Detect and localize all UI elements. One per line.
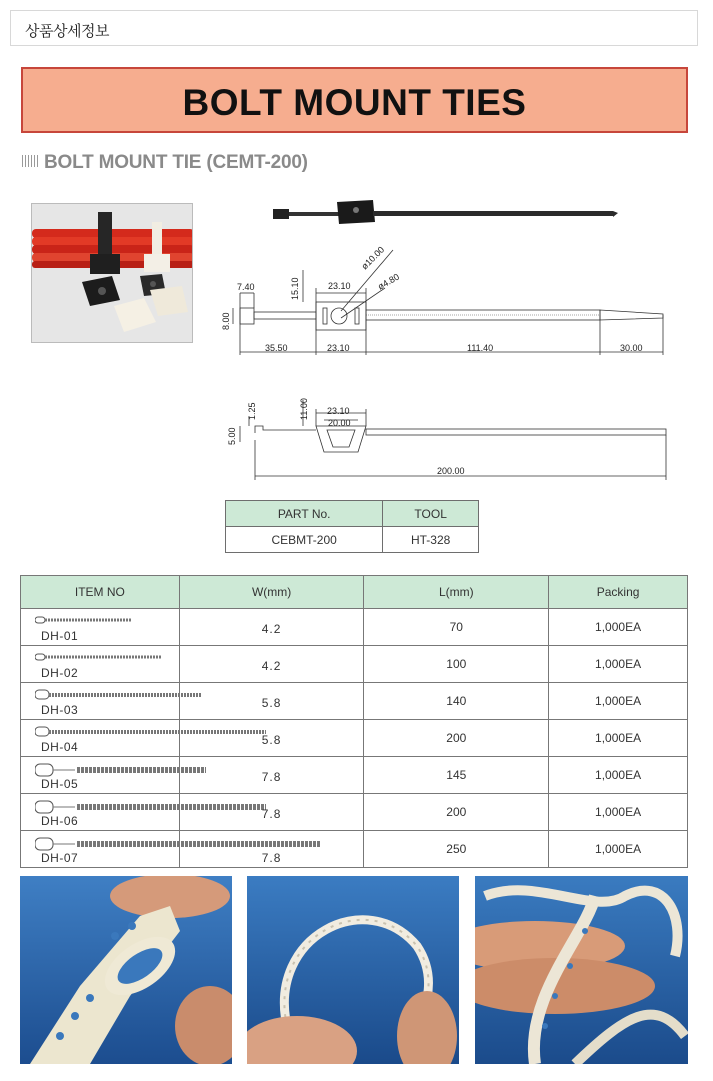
item-code: DH-06 bbox=[41, 814, 79, 828]
header-item-no: ITEM NO bbox=[21, 576, 180, 609]
title-banner bbox=[21, 67, 688, 133]
header-tool: TOOL bbox=[383, 501, 479, 527]
part-tool-table bbox=[225, 500, 479, 553]
tool-value: HT-328 bbox=[383, 527, 479, 553]
dim-23-10-top: 23.10 bbox=[328, 281, 351, 291]
header-length: L(mm) bbox=[364, 576, 549, 609]
item-width: 5.8 bbox=[261, 733, 282, 747]
tie-thumbnail-icon bbox=[35, 837, 325, 851]
dim-dia-4-80: ø4.80 bbox=[376, 271, 401, 292]
item-length: 100 bbox=[364, 646, 549, 683]
item-width: 4.2 bbox=[261, 659, 282, 673]
table-row bbox=[21, 831, 688, 868]
section-title-text: BOLT MOUNT TIE (CEMT-200) bbox=[44, 152, 308, 173]
table-row bbox=[21, 757, 688, 794]
item-width: 5.8 bbox=[261, 696, 282, 710]
item-length: 250 bbox=[364, 831, 549, 868]
item-packing: 1,000EA bbox=[549, 831, 688, 868]
item-packing: 1,000EA bbox=[549, 794, 688, 831]
dim-dia-10: ø10.00 bbox=[359, 244, 387, 272]
item-length: 145 bbox=[364, 757, 549, 794]
dim-8-00: 8.00 bbox=[221, 312, 231, 330]
header-part-no: PART No. bbox=[226, 501, 383, 527]
header-width: W(mm) bbox=[179, 576, 364, 609]
tie-thumbnail-icon bbox=[35, 689, 205, 701]
item-packing: 1,000EA bbox=[549, 720, 688, 757]
item-code: DH-02 bbox=[41, 666, 79, 680]
item-packing: 1,000EA bbox=[549, 646, 688, 683]
item-packing: 1,000EA bbox=[549, 609, 688, 646]
usage-photo-2 bbox=[247, 876, 459, 1064]
item-width: 7.8 bbox=[261, 807, 282, 821]
item-table bbox=[20, 575, 688, 868]
part-no-value: CEBMT-200 bbox=[226, 527, 383, 553]
dim-23-10-side: 23.10 bbox=[327, 406, 350, 416]
dim-20-00: 20.00 bbox=[328, 418, 351, 428]
top-bar-label: 상품상세정보 bbox=[25, 22, 109, 40]
tie-thumbnail-icon bbox=[35, 652, 165, 662]
dim-1-25: 1.25 bbox=[247, 402, 257, 420]
item-length: 70 bbox=[364, 609, 549, 646]
usage-photo-1 bbox=[20, 876, 232, 1064]
item-table-header bbox=[21, 576, 688, 609]
top-bar bbox=[10, 10, 698, 46]
bullet-bars-icon bbox=[22, 155, 40, 167]
product-photo-illustration bbox=[32, 204, 193, 343]
dim-7-40: 7.40 bbox=[237, 282, 255, 292]
dim-5-00: 5.00 bbox=[227, 427, 237, 445]
table-row bbox=[21, 646, 688, 683]
item-width: 7.8 bbox=[261, 770, 282, 784]
table-row bbox=[21, 794, 688, 831]
item-length: 200 bbox=[364, 720, 549, 757]
tie-thumbnail-icon bbox=[35, 615, 135, 625]
dim-35-50: 35.50 bbox=[265, 343, 288, 353]
item-packing: 1,000EA bbox=[549, 757, 688, 794]
tie-photo-top bbox=[273, 200, 618, 224]
dim-15-10: 15.10 bbox=[290, 277, 300, 300]
table-row bbox=[21, 683, 688, 720]
part-tool-header bbox=[226, 501, 479, 527]
section-title bbox=[22, 152, 308, 174]
dim-111-40: 111.40 bbox=[467, 343, 494, 353]
item-width: 4.2 bbox=[261, 622, 282, 636]
dim-23-10-bottom: 23.10 bbox=[327, 343, 350, 353]
tie-thumbnail-icon bbox=[35, 763, 210, 777]
item-code: DH-03 bbox=[41, 703, 79, 717]
banner-title: BOLT MOUNT TIES bbox=[182, 82, 527, 123]
item-length: 200 bbox=[364, 794, 549, 831]
dim-11-00: 11.00 bbox=[299, 398, 309, 420]
part-tool-row bbox=[226, 527, 479, 553]
item-code: DH-04 bbox=[41, 740, 79, 754]
item-width: 7.8 bbox=[261, 851, 282, 865]
tie-thumbnail-icon bbox=[35, 726, 270, 738]
table-row bbox=[21, 609, 688, 646]
usage-photo-3 bbox=[475, 876, 688, 1064]
technical-drawing bbox=[215, 190, 675, 490]
table-row bbox=[21, 720, 688, 757]
header-packing: Packing bbox=[549, 576, 688, 609]
item-packing: 1,000EA bbox=[549, 683, 688, 720]
product-photo bbox=[31, 203, 193, 343]
item-code: DH-07 bbox=[41, 851, 79, 865]
item-code: DH-05 bbox=[41, 777, 79, 791]
dim-30-00: 30.00 bbox=[620, 343, 643, 353]
dim-200-00: 200.00 bbox=[437, 466, 465, 476]
item-code: DH-01 bbox=[41, 629, 79, 643]
item-length: 140 bbox=[364, 683, 549, 720]
tie-thumbnail-icon bbox=[35, 800, 270, 814]
